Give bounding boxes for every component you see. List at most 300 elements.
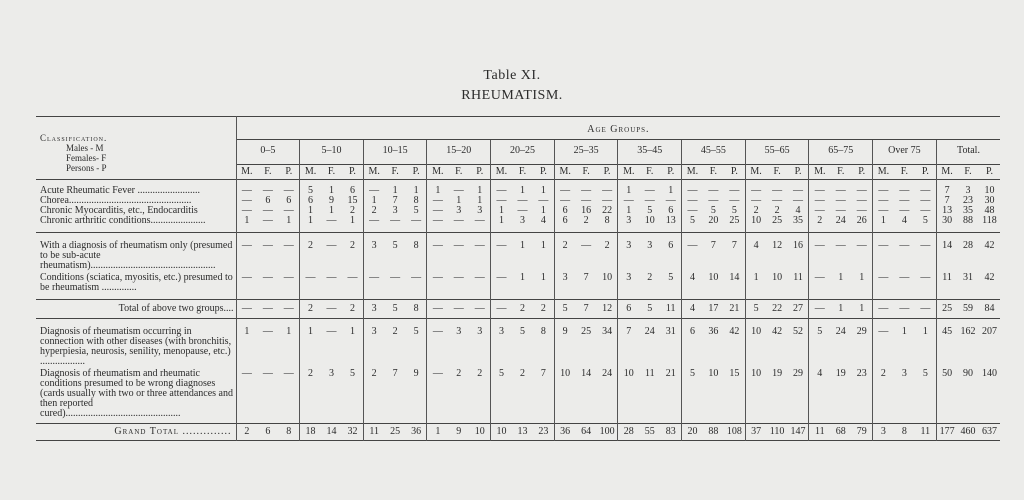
data-cell: — bbox=[427, 216, 448, 233]
data-cell: — bbox=[873, 319, 894, 368]
sex-subheader: F. bbox=[512, 165, 533, 180]
data-cell: — bbox=[474, 272, 485, 283]
row-label: Chorea................................................. bbox=[40, 195, 192, 206]
data-cell: — bbox=[873, 206, 894, 216]
data-cell: 24 bbox=[835, 326, 846, 337]
data-cell: 24 bbox=[644, 326, 655, 337]
data-cell: 25 bbox=[936, 300, 957, 319]
data-cell: 5 bbox=[809, 319, 830, 368]
age-group-header: Over 75 bbox=[873, 140, 937, 165]
data-cell: 5 bbox=[554, 300, 575, 319]
data-cell: — bbox=[835, 185, 846, 196]
data-cell: 3 bbox=[618, 233, 639, 272]
data-cell: — bbox=[809, 300, 830, 319]
sex-subheader: M. bbox=[745, 165, 766, 180]
data-cell: 3 bbox=[519, 215, 525, 226]
data-cell: — bbox=[772, 185, 783, 196]
data-cell: — bbox=[899, 272, 910, 283]
data-cell: 19 bbox=[835, 368, 846, 379]
data-cell: 21 bbox=[729, 303, 740, 314]
sex-subheader: F. bbox=[639, 165, 660, 180]
data-cell: 3 bbox=[618, 216, 639, 233]
data-cell: 1 bbox=[427, 180, 448, 197]
data-cell: 29 bbox=[793, 368, 804, 379]
data-cell: — bbox=[809, 206, 830, 216]
data-cell: 1 bbox=[838, 272, 844, 283]
data-cell: 2 bbox=[873, 367, 894, 424]
table-row bbox=[36, 180, 1000, 197]
data-cell: 28 bbox=[963, 240, 974, 251]
table-row bbox=[36, 319, 1000, 368]
data-cell: 5 bbox=[922, 215, 928, 226]
data-cell: — bbox=[772, 195, 783, 206]
data-cell: 27 bbox=[793, 303, 804, 314]
data-cell: 6 bbox=[349, 185, 355, 196]
data-cell: — bbox=[602, 195, 613, 206]
data-cell: 9 bbox=[328, 195, 334, 206]
data-cell: 10 bbox=[644, 215, 655, 226]
data-cell: — bbox=[236, 196, 257, 206]
data-cell: — bbox=[427, 196, 448, 206]
data-cell: — bbox=[835, 240, 846, 251]
data-cell: 35 bbox=[963, 205, 974, 216]
data-cell: 23 bbox=[538, 426, 549, 437]
data-cell: — bbox=[262, 240, 273, 251]
sex-subheader: P. bbox=[533, 165, 554, 180]
data-cell: 20 bbox=[708, 215, 719, 226]
data-cell: 1 bbox=[618, 180, 639, 197]
data-cell: 9 bbox=[554, 319, 575, 368]
data-cell: 1 bbox=[286, 215, 292, 226]
data-cell: 1 bbox=[456, 195, 462, 206]
data-cell: 2 bbox=[809, 216, 830, 233]
sex-subheader: M. bbox=[300, 165, 321, 180]
data-cell: 2 bbox=[540, 303, 546, 314]
data-cell: — bbox=[682, 196, 703, 206]
sex-subheader: F. bbox=[257, 165, 278, 180]
data-cell: — bbox=[474, 240, 485, 251]
data-cell: 5 bbox=[710, 205, 716, 216]
data-cell: 5 bbox=[668, 272, 674, 283]
data-cell: 12 bbox=[602, 303, 613, 314]
data-cell: 16 bbox=[793, 240, 804, 251]
data-cell: 6 bbox=[668, 240, 674, 251]
data-cell: 14 bbox=[326, 426, 337, 437]
data-cell: 1 bbox=[236, 216, 257, 233]
data-cell: — bbox=[326, 272, 337, 283]
data-cell: 11 bbox=[936, 271, 957, 300]
data-cell: 5 bbox=[647, 205, 653, 216]
data-cell: 4 bbox=[809, 367, 830, 424]
data-cell: — bbox=[920, 303, 931, 314]
data-cell: 177 bbox=[936, 424, 957, 441]
data-cell: 31 bbox=[963, 272, 974, 283]
data-cell: — bbox=[363, 180, 384, 197]
data-cell: — bbox=[236, 271, 257, 300]
data-cell: — bbox=[618, 196, 639, 206]
data-cell: — bbox=[708, 195, 719, 206]
data-cell: 1 bbox=[477, 185, 483, 196]
data-cell: 1 bbox=[427, 424, 448, 441]
data-cell: — bbox=[262, 368, 273, 379]
data-cell: 36 bbox=[554, 424, 575, 441]
sex-subheader: P. bbox=[851, 165, 872, 180]
data-cell: — bbox=[517, 205, 528, 216]
data-cell: 2 bbox=[647, 272, 653, 283]
data-cell: — bbox=[809, 196, 830, 206]
data-cell: — bbox=[427, 367, 448, 424]
data-cell: 1 bbox=[540, 272, 546, 283]
data-cell: — bbox=[491, 196, 512, 206]
data-cell: 2 bbox=[774, 205, 780, 216]
sex-subheader: M. bbox=[873, 165, 894, 180]
data-cell: — bbox=[920, 205, 931, 216]
data-cell: — bbox=[682, 233, 703, 272]
data-cell: 37 bbox=[745, 424, 766, 441]
data-cell: — bbox=[427, 300, 448, 319]
data-cell: 48 bbox=[984, 205, 995, 216]
data-cell: — bbox=[453, 303, 464, 314]
data-cell: — bbox=[873, 180, 894, 197]
data-cell: 4 bbox=[901, 215, 907, 226]
data-cell: 5 bbox=[647, 303, 653, 314]
data-cell: 6 bbox=[300, 196, 321, 206]
data-cell: — bbox=[644, 185, 655, 196]
data-cell: 5 bbox=[413, 326, 419, 337]
data-cell: 2 bbox=[519, 368, 525, 379]
data-cell: 1 bbox=[491, 206, 512, 216]
data-cell: 7 bbox=[710, 240, 716, 251]
sex-subheader: F. bbox=[766, 165, 787, 180]
data-cell: — bbox=[283, 240, 294, 251]
data-cell: 3 bbox=[456, 205, 462, 216]
data-cell: 32 bbox=[347, 426, 358, 437]
data-cell: 100 bbox=[599, 426, 615, 437]
data-cell: 10 bbox=[745, 319, 766, 368]
data-cell: 22 bbox=[602, 205, 613, 216]
data-cell: — bbox=[708, 185, 719, 196]
data-cell: — bbox=[283, 185, 294, 196]
data-cell: 1 bbox=[236, 319, 257, 368]
data-cell: — bbox=[236, 233, 257, 272]
data-cell: 6 bbox=[554, 206, 575, 216]
data-cell: 7 bbox=[540, 368, 546, 379]
data-cell: — bbox=[793, 185, 804, 196]
data-cell: 3 bbox=[363, 319, 384, 368]
data-cell: 118 bbox=[982, 215, 997, 226]
data-cell: 13 bbox=[665, 215, 676, 226]
data-cell: 2 bbox=[349, 303, 355, 314]
data-cell: — bbox=[390, 272, 401, 283]
data-cell: 8 bbox=[540, 326, 546, 337]
data-cell: 59 bbox=[963, 303, 974, 314]
classification-header bbox=[36, 117, 236, 180]
sex-subheader: M. bbox=[618, 165, 639, 180]
data-cell: 2 bbox=[604, 240, 610, 251]
data-cell: — bbox=[835, 205, 846, 216]
sex-subheader: P. bbox=[342, 165, 363, 180]
data-cell: — bbox=[427, 271, 448, 300]
data-cell: — bbox=[491, 271, 512, 300]
sex-subheader: M. bbox=[491, 165, 512, 180]
data-cell: — bbox=[326, 326, 337, 337]
data-cell: 90 bbox=[963, 368, 974, 379]
data-cell: — bbox=[665, 195, 676, 206]
sex-subheader: M. bbox=[809, 165, 830, 180]
data-cell: — bbox=[236, 180, 257, 197]
age-group-header: 20–25 bbox=[491, 140, 555, 165]
data-cell: 3 bbox=[901, 368, 907, 379]
data-cell: 79 bbox=[856, 426, 867, 437]
table-row bbox=[36, 367, 1000, 424]
data-cell: 25 bbox=[390, 426, 401, 437]
data-cell: — bbox=[491, 300, 512, 319]
data-cell: 28 bbox=[618, 424, 639, 441]
data-cell: — bbox=[809, 233, 830, 272]
data-cell: — bbox=[873, 233, 894, 272]
data-cell: — bbox=[262, 326, 273, 337]
data-cell: — bbox=[899, 205, 910, 216]
data-cell: 4 bbox=[795, 205, 801, 216]
data-cell: 7 bbox=[392, 195, 398, 206]
data-cell: — bbox=[602, 185, 613, 196]
data-cell: 9 bbox=[456, 426, 462, 437]
data-cell: 10 bbox=[618, 367, 639, 424]
data-cell: 4 bbox=[682, 300, 703, 319]
data-cell: 1 bbox=[859, 272, 865, 283]
row-label: With a diagnosis of rheumatism only (presumed to be sub-acute rheumatism).................................................. bbox=[40, 240, 233, 271]
data-cell: 110 bbox=[769, 426, 785, 437]
data-cell: 162 bbox=[960, 326, 976, 337]
data-cell: 2 bbox=[363, 206, 384, 216]
data-cell: 13 bbox=[517, 426, 528, 437]
age-groups-title: Age Groups. bbox=[236, 117, 1000, 140]
data-cell: — bbox=[835, 195, 846, 206]
data-cell: 14 bbox=[729, 272, 740, 283]
data-cell: — bbox=[920, 185, 931, 196]
data-cell: 1 bbox=[477, 195, 483, 206]
row-label: Total of above two groups.... bbox=[118, 303, 234, 314]
data-cell: 1 bbox=[491, 216, 512, 233]
sex-subheader: P. bbox=[278, 165, 299, 180]
data-cell: — bbox=[809, 271, 830, 300]
data-cell: 1 bbox=[901, 326, 907, 337]
data-cell: 3 bbox=[965, 185, 971, 196]
data-cell: 5 bbox=[682, 367, 703, 424]
data-cell: 15 bbox=[729, 368, 740, 379]
data-cell: — bbox=[262, 303, 273, 314]
sex-subheader: F. bbox=[830, 165, 851, 180]
data-cell: 11 bbox=[665, 303, 676, 314]
row-label: Diagnosis of rheumatism occurring in connection with other diseases (with bronchitis, hyperpiesia, neurosis, senility, menopause, etc.) .................. bbox=[40, 326, 232, 367]
data-cell: 8 bbox=[901, 426, 907, 437]
data-cell: 207 bbox=[981, 326, 997, 337]
data-cell: 6 bbox=[265, 195, 271, 206]
data-cell: 5 bbox=[392, 240, 398, 251]
data-cell: 11 bbox=[644, 368, 655, 379]
sex-subheader: F. bbox=[957, 165, 978, 180]
row-label: Conditions (sciatica, myositis, etc.) presumed to be rheumatism .............. bbox=[40, 272, 233, 293]
data-cell: 25 bbox=[729, 215, 740, 226]
data-cell: — bbox=[873, 196, 894, 206]
data-cell: — bbox=[236, 300, 257, 319]
data-cell: 23 bbox=[856, 368, 867, 379]
row-label: Chronic arthritic conditions...................... bbox=[40, 215, 206, 226]
data-cell: 2 bbox=[349, 240, 355, 251]
data-cell: 1 bbox=[300, 319, 321, 368]
age-group-header: 0–5 bbox=[236, 140, 300, 165]
data-cell: 7 bbox=[936, 180, 957, 197]
sex-subheader: F. bbox=[448, 165, 469, 180]
data-cell: — bbox=[745, 180, 766, 197]
legend-item: Persons - P bbox=[66, 163, 107, 173]
data-cell: 3 bbox=[873, 424, 894, 441]
data-cell: 3 bbox=[363, 233, 384, 272]
table-heading bbox=[0, 68, 1024, 104]
sex-subheader: M. bbox=[236, 165, 257, 180]
data-cell: — bbox=[682, 180, 703, 197]
data-cell: 12 bbox=[772, 240, 783, 251]
data-cell: 18 bbox=[300, 424, 321, 441]
data-cell: — bbox=[491, 233, 512, 272]
data-cell: — bbox=[453, 215, 464, 226]
data-cell: 6 bbox=[682, 319, 703, 368]
data-cell: 3 bbox=[554, 271, 575, 300]
data-cell: — bbox=[474, 215, 485, 226]
data-cell: 1 bbox=[286, 326, 292, 337]
data-cell: — bbox=[873, 271, 894, 300]
data-cell: 10 bbox=[772, 272, 783, 283]
data-cell: 10 bbox=[602, 272, 613, 283]
data-cell: 1 bbox=[413, 185, 419, 196]
data-cell: — bbox=[262, 215, 273, 226]
data-cell: 2 bbox=[349, 205, 355, 216]
data-cell: — bbox=[427, 233, 448, 272]
row-label: Grand Total .............. bbox=[114, 426, 232, 437]
data-cell: — bbox=[745, 196, 766, 206]
sex-subheader: F. bbox=[321, 165, 342, 180]
table-row bbox=[36, 216, 1000, 233]
sex-subheader: P. bbox=[660, 165, 681, 180]
data-cell: — bbox=[453, 185, 464, 196]
data-cell: 2 bbox=[519, 303, 525, 314]
data-cell: 4 bbox=[540, 215, 546, 226]
data-cell: — bbox=[793, 195, 804, 206]
data-cell: 10 bbox=[745, 216, 766, 233]
data-cell: 4 bbox=[745, 233, 766, 272]
age-group-header: 10–15 bbox=[363, 140, 427, 165]
table-row bbox=[36, 271, 1000, 300]
legend-item: Females- F bbox=[66, 153, 107, 163]
data-cell: 36 bbox=[411, 426, 422, 437]
data-cell: 31 bbox=[665, 326, 676, 337]
data-cell: 5 bbox=[300, 180, 321, 197]
data-cell: 8 bbox=[604, 215, 610, 226]
sex-subheader: F. bbox=[703, 165, 724, 180]
data-cell: 68 bbox=[835, 426, 846, 437]
data-cell: 1 bbox=[328, 185, 334, 196]
data-cell: — bbox=[873, 300, 894, 319]
data-cell: 6 bbox=[618, 300, 639, 319]
data-cell: — bbox=[262, 272, 273, 283]
data-cell: 84 bbox=[984, 303, 995, 314]
age-group-header: 15–20 bbox=[427, 140, 491, 165]
data-cell: 1 bbox=[745, 271, 766, 300]
data-cell: 2 bbox=[363, 367, 384, 424]
data-cell: 14 bbox=[581, 368, 592, 379]
sex-subheader: M. bbox=[682, 165, 703, 180]
table-title: RHEUMATISM. bbox=[461, 88, 563, 103]
data-cell: — bbox=[856, 195, 867, 206]
rheumatism-table-container bbox=[36, 116, 1000, 441]
data-cell: — bbox=[283, 368, 294, 379]
sex-subheader: F. bbox=[576, 165, 597, 180]
sex-subheader: P. bbox=[788, 165, 809, 180]
data-cell: 14 bbox=[936, 233, 957, 272]
data-cell: — bbox=[809, 180, 830, 197]
data-cell: 3 bbox=[618, 271, 639, 300]
data-cell: — bbox=[491, 180, 512, 197]
data-cell: 1 bbox=[392, 185, 398, 196]
sex-subheader: P. bbox=[469, 165, 490, 180]
sex-subheader: P. bbox=[979, 165, 1001, 180]
data-cell: — bbox=[856, 185, 867, 196]
data-cell: — bbox=[474, 303, 485, 314]
data-cell: 1 bbox=[349, 326, 355, 337]
data-cell: 1 bbox=[328, 205, 334, 216]
data-cell: 1 bbox=[349, 215, 355, 226]
data-cell: — bbox=[581, 185, 592, 196]
data-cell: 1 bbox=[668, 185, 674, 196]
data-cell: 3 bbox=[477, 326, 483, 337]
sex-subheader: P. bbox=[724, 165, 745, 180]
data-cell: 147 bbox=[790, 426, 806, 437]
data-cell: 7 bbox=[618, 319, 639, 368]
data-cell: — bbox=[363, 216, 384, 233]
data-cell: 1 bbox=[540, 240, 546, 251]
data-cell: — bbox=[347, 272, 358, 283]
data-cell: — bbox=[920, 272, 931, 283]
data-cell: — bbox=[236, 367, 257, 424]
data-cell: 10 bbox=[708, 272, 719, 283]
sex-subheader: F. bbox=[385, 165, 406, 180]
data-cell: — bbox=[262, 185, 273, 196]
data-cell: 7 bbox=[936, 196, 957, 206]
data-cell: — bbox=[427, 319, 448, 368]
data-cell: 42 bbox=[772, 326, 783, 337]
sex-subheader: P. bbox=[597, 165, 618, 180]
table-number: Table XI. bbox=[483, 68, 541, 83]
data-cell: 7 bbox=[583, 272, 589, 283]
data-cell: — bbox=[300, 271, 321, 300]
data-cell: 2 bbox=[300, 300, 321, 319]
data-cell: 2 bbox=[456, 368, 462, 379]
data-cell: 1 bbox=[300, 206, 321, 216]
data-cell: 4 bbox=[682, 271, 703, 300]
data-cell: 35 bbox=[793, 215, 804, 226]
data-cell: 21 bbox=[665, 368, 676, 379]
data-cell: 3 bbox=[328, 368, 334, 379]
sex-subheader: P. bbox=[915, 165, 936, 180]
data-cell: — bbox=[411, 272, 422, 283]
data-cell: 10 bbox=[554, 367, 575, 424]
data-cell: 24 bbox=[835, 215, 846, 226]
data-cell: — bbox=[899, 195, 910, 206]
data-cell: 42 bbox=[729, 326, 740, 337]
age-group-header: 5–10 bbox=[300, 140, 364, 165]
sex-subheader: M. bbox=[427, 165, 448, 180]
data-cell: 25 bbox=[581, 326, 592, 337]
